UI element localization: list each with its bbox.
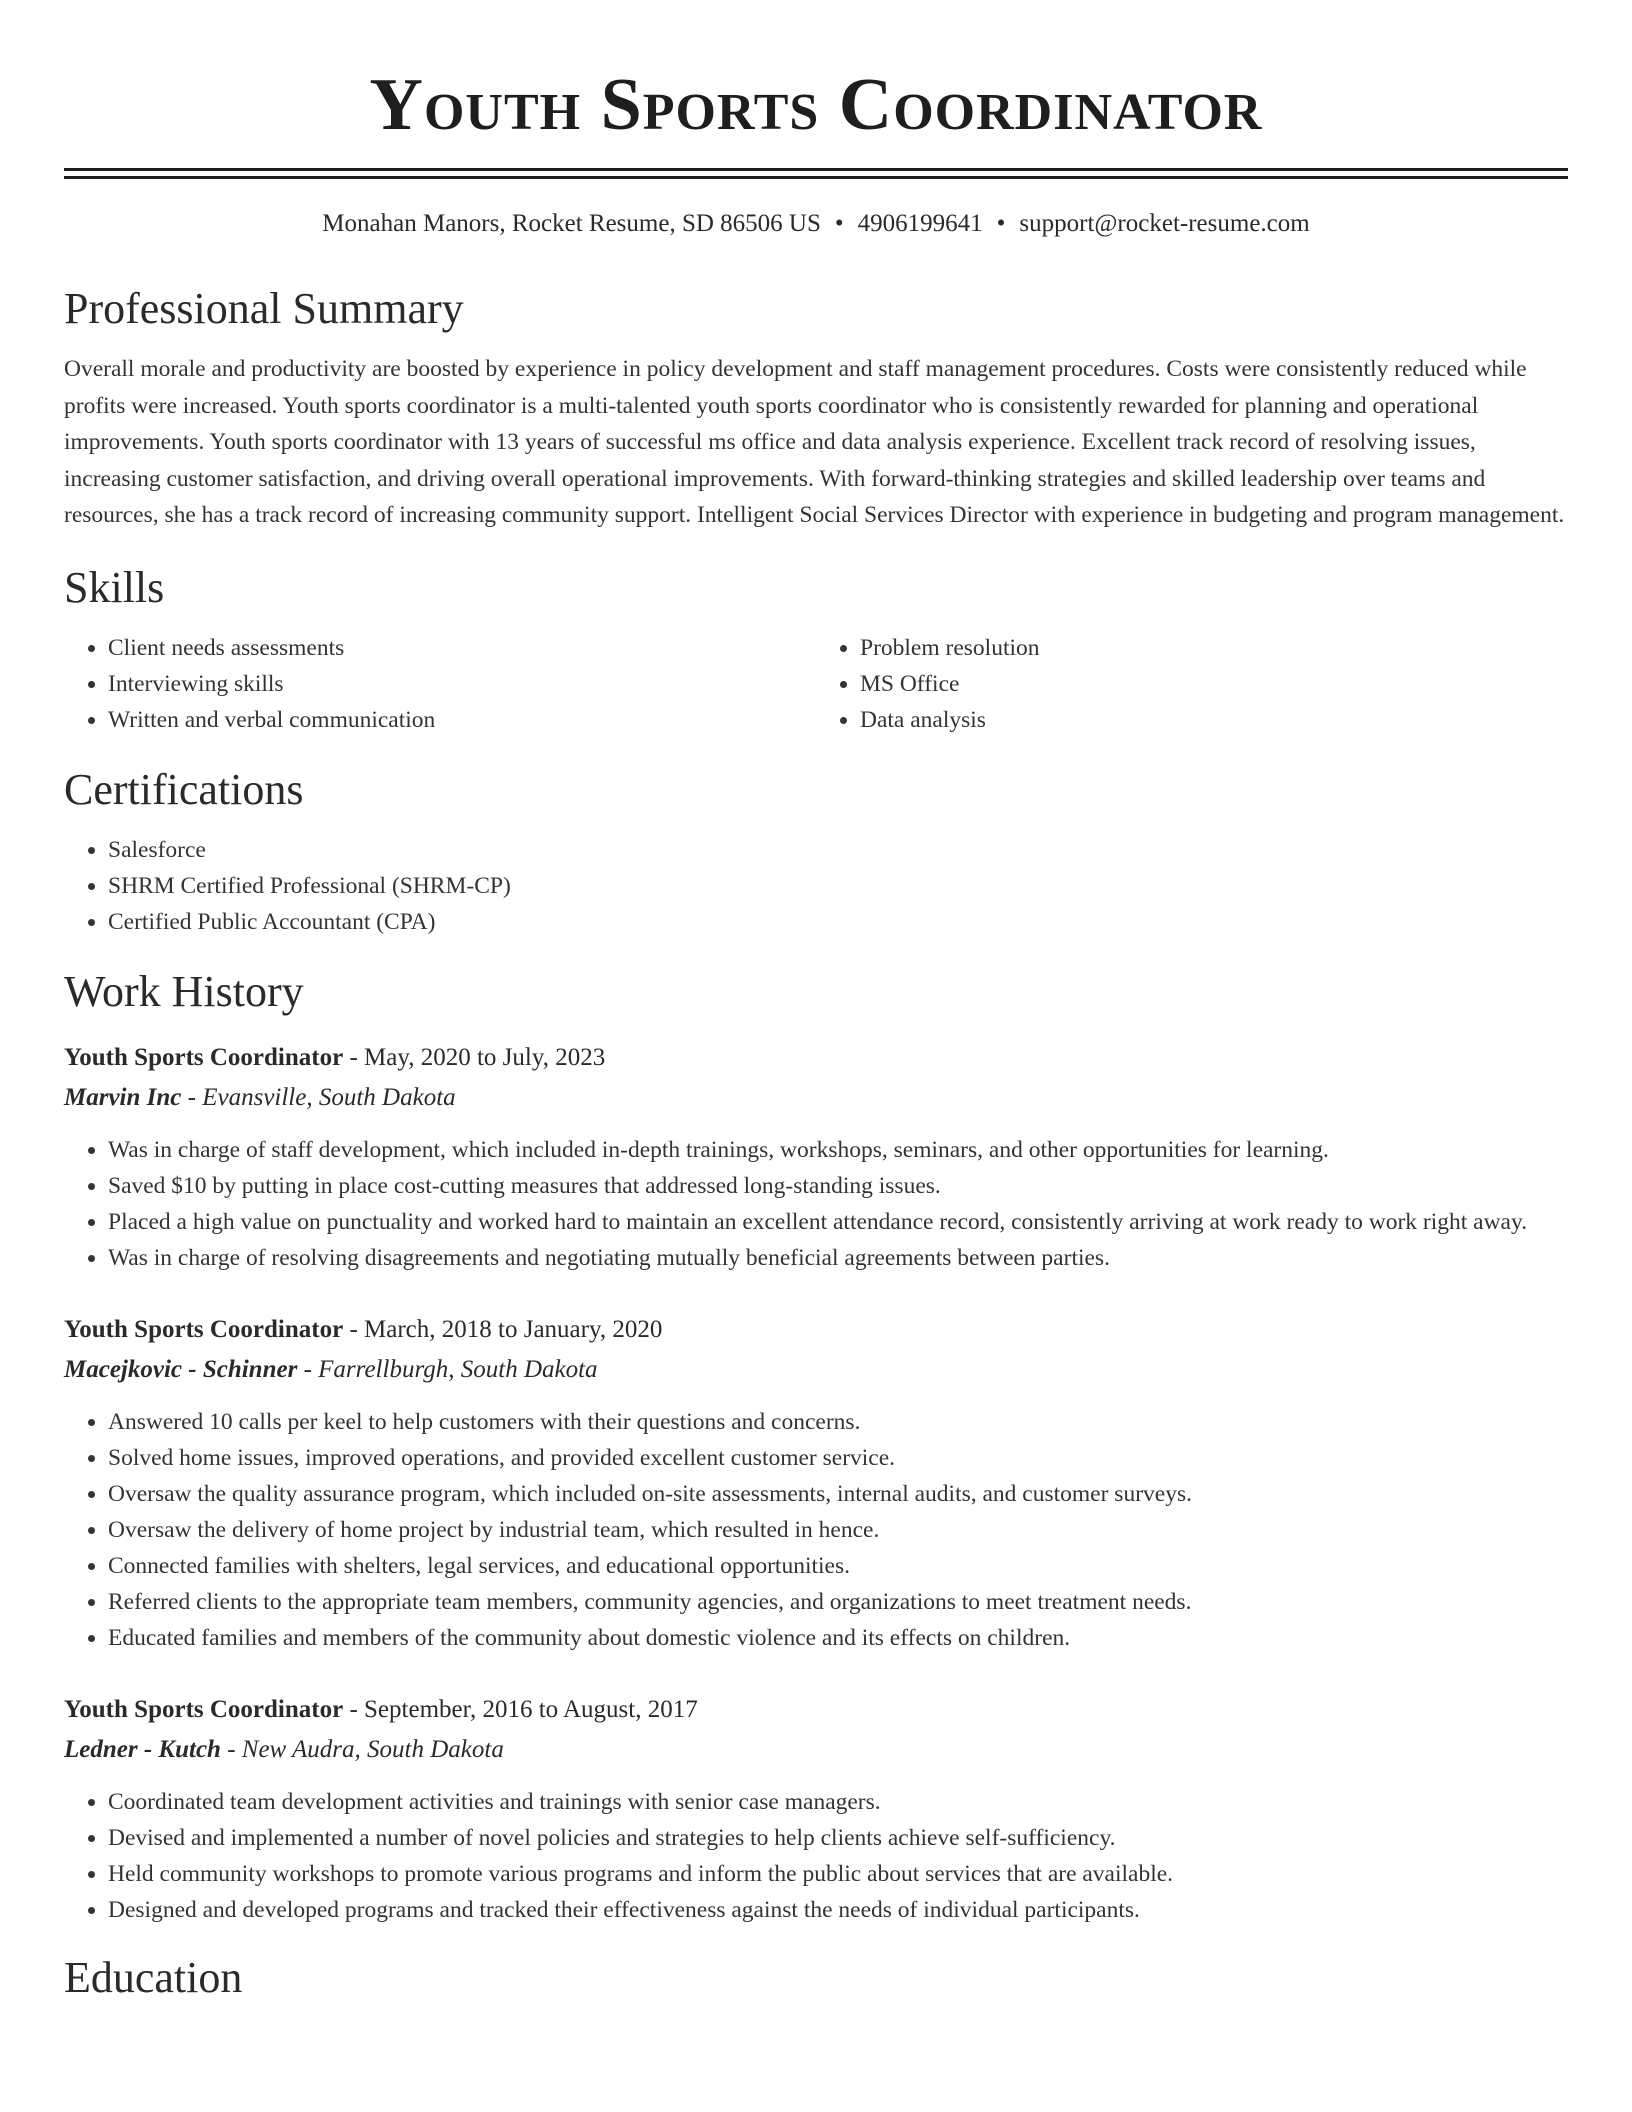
- certification-item: • SHRM Certified Professional (SHRM-CP): [108, 868, 1568, 904]
- job-bullet: • Oversaw the delivery of home project by industrial team, which resulted in hence.: [108, 1512, 1568, 1548]
- job-bullets: [64, 1404, 1568, 1656]
- job-bullet: • Held community workshops to promote various programs and inform the public about services that are available.: [108, 1856, 1568, 1892]
- job-employer-line: Macejkovic - Schinner - Farrellburgh, South Dakota: [64, 1355, 598, 1383]
- job-dates: May, 2020 to July, 2023: [364, 1043, 606, 1071]
- skill-item: • Interviewing skills: [108, 666, 816, 702]
- job-entry: [64, 1690, 1568, 1928]
- job-bullet: • Designed and developed programs and tracked their effectiveness against the needs of individual participants.: [108, 1892, 1568, 1928]
- certifications-list: [64, 832, 1568, 940]
- job-bullet: • Referred clients to the appropriate team members, community agencies, and organizations to meet treatment needs.: [108, 1584, 1568, 1620]
- contact-separator: •: [834, 210, 844, 237]
- skill-item: • MS Office: [860, 666, 1568, 702]
- job-heading: Youth Sports Coordinator - May, 2020 to July, 2023: [64, 1043, 606, 1071]
- contact-address: Monahan Manors, Rocket Resume, SD 86506 US: [322, 210, 821, 237]
- contact-phone: 4906199641: [857, 210, 983, 237]
- job-bullets: [64, 1132, 1568, 1276]
- contact-email: support@rocket-resume.com: [1019, 210, 1310, 237]
- job-bullet: • Answered 10 calls per keel to help customers with their questions and concerns.: [108, 1404, 1568, 1440]
- contact-line: [64, 207, 1568, 241]
- skill-item: • Data analysis: [860, 702, 1568, 738]
- job-employer-line: Marvin Inc - Evansville, South Dakota: [64, 1083, 456, 1111]
- job-location: Evansville, South Dakota: [202, 1083, 456, 1111]
- job-bullet: • Connected families with shelters, legal services, and educational opportunities.: [108, 1548, 1568, 1584]
- job-dates: September, 2016 to August, 2017: [364, 1695, 698, 1723]
- job-dates: March, 2018 to January, 2020: [364, 1315, 663, 1343]
- certification-item: • Certified Public Accountant (CPA): [108, 904, 1568, 940]
- section-title-certifications: Certifications: [64, 764, 304, 814]
- job-location: New Audra, South Dakota: [241, 1735, 504, 1763]
- job-bullet: • Solved home issues, improved operations, and provided excellent customer service.: [108, 1440, 1568, 1476]
- skill-item: • Written and verbal communication: [108, 702, 816, 738]
- job-location: Farrellburgh, South Dakota: [318, 1355, 598, 1383]
- job-bullet: • Oversaw the quality assurance program, which included on-site assessments, internal audits, and customer surveys.: [108, 1476, 1568, 1512]
- contact-separator: •: [996, 210, 1006, 237]
- job-entry: [64, 1038, 1568, 1276]
- job-entry: [64, 1310, 1568, 1656]
- job-bullet: • Saved $10 by putting in place cost-cutting measures that addressed long-standing issues.: [108, 1168, 1568, 1204]
- job-heading: Youth Sports Coordinator - March, 2018 to January, 2020: [64, 1315, 663, 1343]
- certification-item: • Salesforce: [108, 832, 1568, 868]
- skills-list-right: [816, 630, 1568, 738]
- section-title-education: Education: [64, 1952, 243, 2002]
- job-role: Youth Sports Coordinator: [64, 1695, 344, 1723]
- job-company: Ledner - Kutch: [64, 1735, 221, 1763]
- header-double-rule: [64, 168, 1568, 179]
- job-company: Marvin Inc: [64, 1083, 182, 1111]
- section-title-summary: Professional Summary: [64, 284, 464, 333]
- job-bullet: • Was in charge of resolving disagreements and negotiating mutually beneficial agreements between parties.: [108, 1240, 1568, 1276]
- job-bullet: • Coordinated team development activities and trainings with senior case managers.: [108, 1784, 1568, 1820]
- job-role: Youth Sports Coordinator: [64, 1043, 344, 1071]
- job-bullet: • Placed a high value on punctuality and worked hard to maintain an excellent attendance record, consistently arriving at work ready to work right away.: [108, 1204, 1568, 1240]
- section-title-skills: Skills: [64, 562, 165, 612]
- skill-item: • Client needs assessments: [108, 630, 816, 666]
- skills-columns: [64, 630, 1568, 738]
- summary-text: Overall morale and productivity are boosted by experience in policy development and staff management procedures. Costs were consistently reduced while profits were increased. Youth sports coordinator is a multi-talented youth sports coordinator who is consistently rewarded for planning and operational improvements. Youth sports coordinator with 13 years of successful ms office and data analysis experience. Excellent track record of resolving issues, increasing customer satisfaction, and driving overall operational improvements. With forward-thinking strategies and skilled leadership over teams and resources, she has a track record of increasing community support. Intelligent Social Services Director with experience in budgeting and program management.: [64, 356, 1565, 528]
- job-heading: Youth Sports Coordinator - September, 2016 to August, 2017: [64, 1695, 698, 1723]
- job-bullet: • Was in charge of staff development, which included in-depth trainings, workshops, seminars, and other opportunities for learning.: [108, 1132, 1568, 1168]
- skill-item: • Problem resolution: [860, 630, 1568, 666]
- skills-list-left: [64, 630, 816, 738]
- resume-name: Youth Sports Coordinator: [369, 64, 1263, 146]
- job-bullets: [64, 1784, 1568, 1928]
- job-company: Macejkovic - Schinner: [64, 1355, 298, 1383]
- job-role: Youth Sports Coordinator: [64, 1315, 344, 1343]
- job-bullet: • Educated families and members of the community about domestic violence and its effects on children.: [108, 1620, 1568, 1656]
- job-employer-line: Ledner - Kutch - New Audra, South Dakota: [64, 1735, 504, 1763]
- job-bullet: • Devised and implemented a number of novel policies and strategies to help clients achieve self-sufficiency.: [108, 1820, 1568, 1856]
- section-title-work-history: Work History: [64, 966, 304, 1016]
